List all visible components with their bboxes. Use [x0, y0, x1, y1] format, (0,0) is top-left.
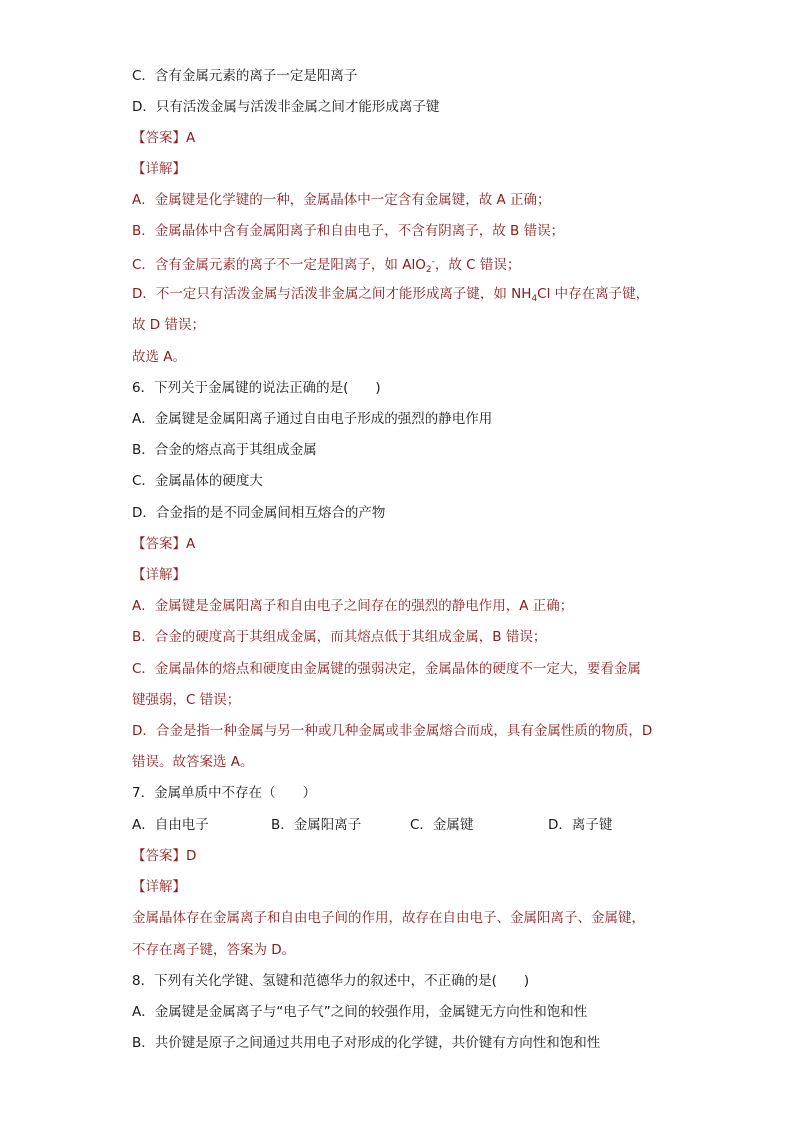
q5-detail-label: 【详解】 — [132, 161, 186, 177]
q5-answer — [132, 128, 195, 148]
q5-detail-a: A．金属键是化学键的一种，金属晶体中一定含有金属键，故 A 正确； — [132, 192, 551, 208]
q8-option-a: A．金属键是金属离子与“电子气”之间的较强作用，金属键无方向性和饱和性 — [132, 1004, 588, 1020]
q6-detail-d: D．合金是指一种金属与另一种或几种金属或非金属熔合而成，具有金属性质的物质，D — [132, 723, 653, 739]
q5-detail-d — [132, 284, 649, 309]
q8-option-b: B．共价键是原子之间通过共用电子对形成的化学键，共价键有方向性和饱和性 — [132, 1035, 601, 1051]
q5-detail-c — [132, 252, 520, 280]
q6-stem: 6．下列关于金属键的说法正确的是( ) — [132, 380, 381, 396]
answer-label: 【答案】 — [132, 130, 186, 146]
q6-detail-c: C．金属晶体的熔点和硬度由金属键的强弱决定，金属晶体的硬度不一定大，要看金属 — [132, 661, 641, 677]
q7-detail-label: 【详解】 — [132, 879, 186, 895]
q5-detail-d-cont: 故 D 错误； — [132, 317, 205, 333]
q5-detail-d-subscript: 4 — [531, 294, 538, 304]
q5-detail-b: B．金属晶体中含有金属阳离子和自由电子，不含有阴离子，故 B 错误； — [132, 223, 565, 239]
q7-option-c: C．金属键 — [410, 817, 474, 833]
q5-detail-c-subscript: 2 — [425, 265, 432, 275]
q5-detail-c-superscript: - — [431, 257, 435, 267]
q6-option-a: A．金属键是金属阳离子通过自由电子形成的强烈的静电作用 — [132, 411, 493, 427]
answer-label: 【答案】 — [132, 536, 186, 552]
q7-detail-line-2: 不存在离子键，答案为 D。 — [132, 942, 296, 958]
q8-stem: 8．下列有关化学键、氢键和范德华力的叙述中，不正确的是( ) — [132, 973, 530, 989]
answer-value: D — [186, 848, 197, 864]
q7-option-d: D．离子键 — [548, 817, 613, 833]
q6-detail-a: A．金属键是金属阳离子和自由电子之间存在的强烈的静电作用，A 正确； — [132, 598, 574, 614]
q5-conclusion: 故选 A。 — [132, 349, 187, 365]
q6-answer — [132, 534, 195, 554]
answer-label: 【答案】 — [132, 848, 186, 864]
q7-option-b: B．金属阳离子 — [271, 817, 362, 833]
q6-detail-d-cont: 错误。故答案选 A。 — [132, 754, 254, 770]
q5-detail-d-text: D．不一定只有活泼金属与活泼非金属之间才能形成离子键，如 NH — [132, 286, 532, 302]
q6-option-d: D．合金指的是不同金属间相互熔合的产物 — [132, 505, 386, 521]
q7-stem: 7．金属单质中不存在（ ） — [132, 785, 317, 801]
q7-answer — [132, 846, 196, 866]
q7-option-a: A．自由电子 — [132, 817, 209, 833]
q5-detail-d-tail: Cl 中存在离子键， — [537, 286, 650, 302]
q6-detail-c-cont: 键强弱，C 错误； — [132, 692, 241, 708]
q6-detail-b: B．合金的硬度高于其组成金属，而其熔点低于其组成金属，B 错误； — [132, 629, 547, 645]
q7-detail-line-1: 金属晶体存在金属离子和自由电子间的作用，故存在自由电子、金属阳离子、金属键， — [132, 910, 645, 926]
q5-option-d: D．只有活泼金属与活泼非金属之间才能形成离子键 — [132, 99, 440, 115]
q5-option-c: C．含有金属元素的离子一定是阳离子 — [132, 68, 358, 84]
answer-value: A — [186, 536, 196, 552]
q6-option-c: C．金属晶体的硬度大 — [132, 473, 263, 489]
q6-option-b: B．合金的熔点高于其组成金属 — [132, 442, 317, 458]
q5-detail-c-text: C．含有金属元素的离子不一定是阳离子，如 AlO — [132, 257, 426, 273]
q5-detail-c-tail: ，故 C 错误； — [434, 257, 521, 273]
q6-detail-label: 【详解】 — [132, 567, 186, 583]
answer-value: A — [186, 130, 196, 146]
